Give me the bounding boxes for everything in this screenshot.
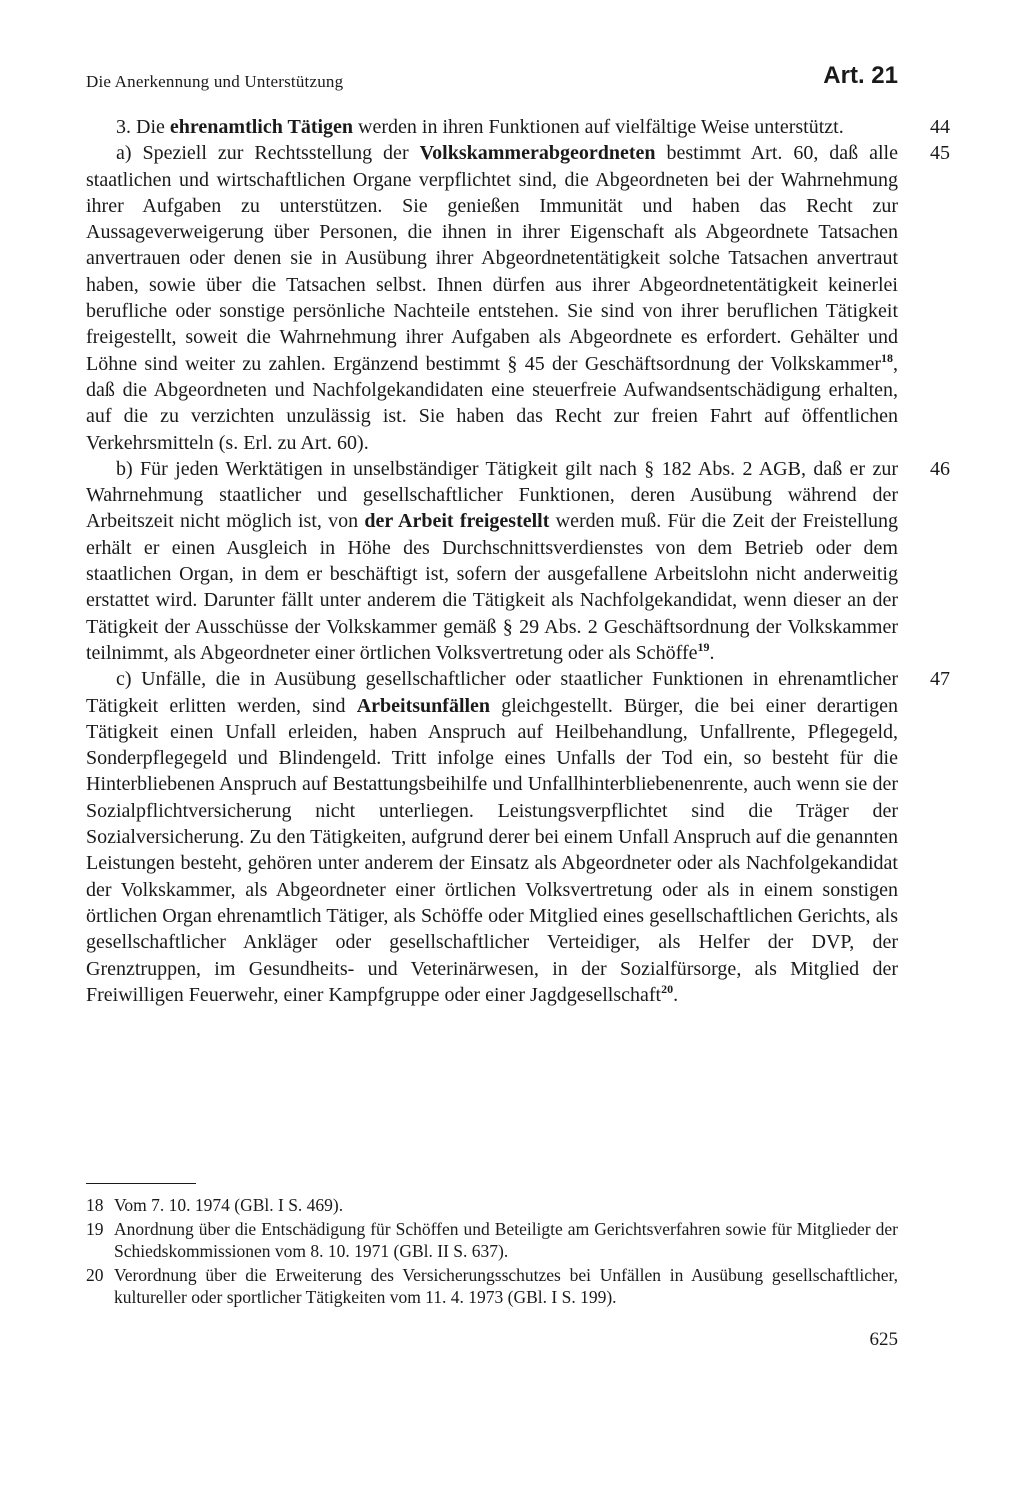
emphasis-term: ehrenamtlich Tätigen [169,116,354,138]
margin-number: 46 [930,457,950,480]
body-text [86,114,950,1008]
footnote-number: 19 [86,1218,104,1239]
paragraph-46 [86,456,950,666]
paragraph-text: bestimmt Art. 60, daß alle staatlichen und wirtschaftlichen Organe verpflichtet sind, die Abgeordneten bei der Wahrnehmung ihrer Aufgaben zu unterstützen. Sie genießen Immunität und haben das Recht zur Aussageverweigerung über Personen, die ihnen in ihrer Eigenschaft als Abgeordnete Tatsachen anvertrauen oder denen sie in Ausübung ihrer Abgeordnetentätigkeit solche Tatsachen anvertraut haben, sowie über die Tatsachen selbst. Ihnen dürfen aus ihrer Abgeordnetentätigkeit keinerlei berufliche oder sonstige persönliche Nachteile entstehen. Sie sind von ihrer beruflichen Tätigkeit freigestellt, soweit die Wahrnehmung ihrer Aufgaben als Abgeordnete es erfordert. Gehälter und Löhne sind weiter zu zahlen. Ergänzend bestimmt § 45 der Geschäftsordnung der Volkskammer [86,142,898,375]
paragraph-text: . [709,641,715,664]
emphasis-term: Volkskammerabgeordneten [419,142,656,165]
footnote-text: Anordnung über die Entschädigung für Schöffen und Beteiligte am Gerichtsverfahren sowie für Mitglieder der Schiedskommissionen vom 8. 10. 1971 (GBl. II S. 637). [114,1218,898,1261]
footnote-number: 20 [86,1264,104,1285]
page-number: 625 [869,1329,898,1350]
paragraph-text: werden in ihren Funktionen auf vielfältige Weise unterstützt. [353,116,844,138]
footnote-18 [86,1194,898,1217]
margin-number: 47 [930,668,950,691]
footnote-reference: 20 [661,981,674,996]
emphasis-term: Arbeitsunfällen [356,694,491,717]
footnote-reference: 18 [881,350,893,365]
footnote-20 [86,1264,898,1309]
margin-number: 44 [930,116,950,138]
margin-number: 45 [930,142,950,165]
paragraph-text: 3. Die [116,116,170,138]
paragraph-text: . [673,983,679,1006]
footnote-divider [86,1183,196,1184]
footnote-text: Verordnung über die Erweiterung des Versicherungsschutzes bei Unfällen in Ausübung gesellschaftlicher, kultureller oder sportlicher Tätigkeiten vom 11. 4. 1973 (GBl. I S. 199). [114,1264,898,1307]
paragraph-47 [86,666,950,1008]
paragraph-text: , daß die Abgeordneten und Nachfolgekandidaten eine steuerfreie Aufwandsentschädigung erhalten, auf die zu verzichten unzulässig ist. Sie haben das Recht zur freien Fahrt auf öffentlichen Verkehrsmitteln (s. Erl. zu Art. 60). [86,352,898,454]
article-label: Art. 21 [823,62,898,89]
paragraph-45 [86,140,950,456]
footnote-reference: 19 [697,639,710,654]
running-title: Die Anerkennung und Unterstützung [86,72,344,91]
paragraph-text: b) Für jeden Werktätigen in unselbständiger Tätigkeit gilt nach § 182 Abs. 2 AGB, daß er zur Wahrnehmung staatlicher und gesellschaftlicher Funktionen, deren Ausübung während der Arbeitszeit nicht möglich ist, von [86,457,898,533]
paragraph-text: c) Unfälle, die in Ausübung gesellschaftlicher oder staatlicher Funktionen in ehrenamtlicher Tätigkeit erlitten werden, sind [86,668,898,717]
paragraph-44 [86,114,950,140]
paragraph-text: gleichgestellt. Bürger, die bei einer derartigen Tätigkeit einen Unfall erleiden, haben Anspruch auf Heilbehandlung, Unfallrente, Pflegegeld, Sonderpflegegeld und Blindengeld. Tritt infolge eines Unfalls der Tod ein, so besteht für die Hinterbliebenen Anspruch auf Bestattungsbeihilfe und Unfallhinterbliebenenrente, auch wenn sie der Sozialpflichtversicherung nicht unterliegen. Leistungsverpflichtet sind die Träger der Sozialversicherung. Zu den Tätigkeiten, aufgrund derer bei einem Unfall Anspruch auf die genannten Leistungen besteht, gehören unter anderem der Einsatz als Abgeordneter oder als Nachfolgekandidat der Volkskammer, als Abgeordneter einer örtlichen Volksvertretung oder als in einem sonstigen örtlichen Organ ehrenamtlich Tätiger, als Schöffe oder Mitglied eines gesellschaftlichen Gerichts, als gesellschaftlicher Ankläger oder gesellschaftlicher Verteidiger, als Helfer der DVP, der Grenztruppen, im Gesundheits- und Veterinärwesen, in der Sozialfürsorge, als Mitglied der Freiwilligen Feuerwehr, einer Kampfgruppe oder einer Jagdgesellschaft [86,694,898,1006]
emphasis-term: der Arbeit freigestellt [364,510,550,533]
running-header [86,62,898,102]
paragraph-text: werden muß. Für die Zeit der Freistellung erhält er einen Ausgleich in Höhe des Durchschnittsverdienstes von dem Betrieb oder dem staatlichen Organ, in dem er beschäftigt ist, sofern der ausgefallene Arbeitslohn nicht anderweitig erstattet wird. Darunter fällt unter anderem die Tätigkeit als Nachfolgekandidat, wenn dieser an der Tätigkeit der Ausschüsse der Volkskammer gemäß § 29 Abs. 2 Geschäftsordnung der Volkskammer teilnimmt, als Abgeordneter einer örtlichen Volksvertretung oder als Schöffe [86,510,899,664]
paragraph-text: a) Speziell zur Rechtsstellung der [116,142,420,165]
footnote-text: Vom 7. 10. 1974 (GBl. I S. 469). [114,1195,344,1215]
footnotes [86,1194,898,1310]
footnote-19 [86,1218,898,1263]
footnote-number: 18 [86,1195,104,1215]
